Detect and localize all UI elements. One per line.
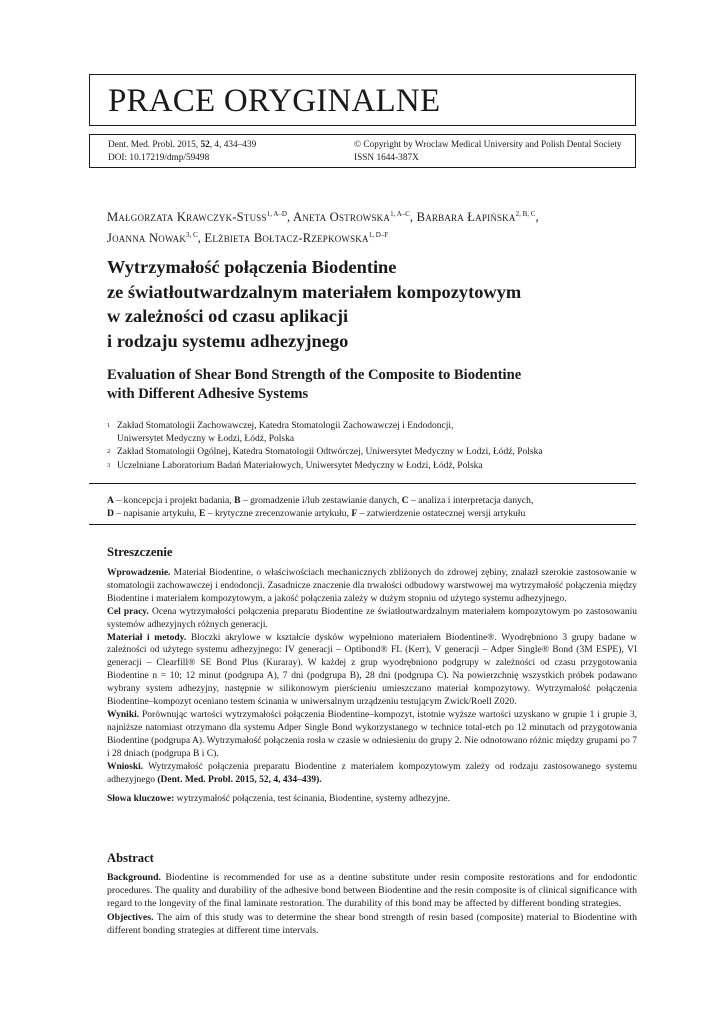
section-title: PRACE ORYGINALNE — [108, 83, 441, 119]
affiliation-item: 3 Uczelniane Laboratorium Badań Materiałowych, Uniwersytet Medyczny w Łodzi, Łódź, Polska — [107, 460, 483, 471]
paragraph-intro: Wprowadzenie. Materiał Biodentine, o właściwościach mechanicznych zbliżonych do zdrowej zębiny, znalazł szerokie zastosowanie w stomatologii zachowawczej i endodoncji. Zasadnicze znaczenie dla trwałości odbudowy warstwowej ma wytrzymałość połączenia między Biodentine i materiałem kompozytowym, a jakość połączenia zależy w dużym stopniu od użytego systemu adhezyjnego. — [107, 568, 637, 604]
divider — [89, 524, 636, 525]
abstract-heading: Abstract — [107, 851, 154, 865]
divider — [89, 483, 636, 484]
affiliations — [107, 420, 637, 473]
author-name: Małgorzata Krawczyk-Stuss — [107, 210, 267, 224]
copyright: © Copyright by Wroclaw Medical University and Polish Dental Society — [354, 140, 622, 150]
title-english: Evaluation of Shear Bond Strength of the Composite to Biodentine with Different Adhesive Systems — [107, 367, 522, 402]
author-contributions: A – koncepcja i projekt badania, B – gromadzenie i/lub zestawianie danych, C – analiza i interpretacja danych, D – napisanie artykułu, E – krytyczne zrecenzowanie artykułu, F – zatwierdzenie ostatecznej wersji artykułu — [107, 495, 534, 519]
copyright-block — [354, 139, 622, 164]
paragraph-conclusions: Wnioski. Wytrzymałość połączenia preparatu Biodentine z materiałem kompozytowym zależy od rodzaju zastosowanego systemu adhezyjnego (Dent. Med. Probl. 2015, 52, 4, 434–439). — [107, 761, 637, 785]
author-name: Elżbieta Bołtacz-Rzepkowska — [204, 231, 369, 245]
journal-meta-box — [89, 134, 636, 168]
author-name: Aneta Ostrowska — [292, 210, 391, 224]
title-polish: Wytrzymałość połączenia Biodentine ze światłoutwardzalnym materiałem kompozytowym w zależności od czasu aplikacji i rodzaju systemu adhezyjnego — [107, 257, 522, 351]
abstract-body — [107, 871, 637, 937]
journal-citation: Dent. Med. Probl. 2015, 52, 4, 434–439 — [108, 140, 257, 150]
paragraph-aim: Cel pracy. Ocena wytrzymałości połączenia preparatu Biodentine ze światłoutwardzalnym materiałem kompozytowym po zastosowaniu systemów adhezyjnych różnych generacji. — [107, 606, 637, 630]
paragraph-objectives: Objectives. The aim of this study was to determine the shear bond strength of resin based (composite) material to Biodentine with different bonding strategies at different time intervals. — [107, 911, 637, 936]
paragraph-methods: Materiał i metody. Bloczki akrylowe w kształcie dysków wypełniono materiałem Biodentine®. Wyodrębniono 3 grupy badane w zależności od użytego systemu adhezyjnego: IV generacji – Optibond® FL (Kerr), V generacji – Adper Single® Bond (3M ESPE), VI generacji – Clearfill® SE Bond Plus (Kuraray). W każdej z grup wyodrębniono podgrupy w zależności od czasu przygotowania Biodentine n = 10; 12 minut (podgrupa A), 7 dni (podgrupa B), 28 dni (podgrupa C). Na powierzchnię wszystkich próbek podawano wybrany system adhezyjny, następnie w silikonowym pierścieniu umieszczano materiał kompozytowy. Wytrzymałość połączenia Biodentine–kompozyt oceniano testem ścinania w uniwersalnym urządzeniu testującym Zwick/Roell Z020. — [107, 632, 637, 708]
author-name: Barbara Łapińska — [416, 210, 516, 224]
keywords: Słowa kluczowe: wytrzymałość połączenia, test ścinania, Biodentine, systemy adhezyjne. — [107, 794, 450, 805]
author-name: Joanna Nowak — [107, 231, 187, 245]
doi: DOI: 10.17219/dmp/59498 — [108, 152, 210, 163]
affiliation-item: 2 Zakład Stomatologii Ogólnej, Katedra Stomatologii Odtwórczej, Uniwersytet Medyczny w Łodzi, Łódź, Polska — [107, 447, 543, 458]
citation-block — [108, 139, 256, 164]
affiliation-item: 1 Zakład Stomatologii Zachowawczej, Katedra Stomatologii Zachowawczej i Endodoncji, Uniwersytet Medyczny w Łodzi, Łódź, Polska — [107, 421, 454, 445]
section-header-box — [89, 74, 636, 126]
streszczenie-body — [107, 567, 637, 806]
author-list: Małgorzata Krawczyk-Stuss$^{1, A-D}$, Aneta Ostrowska$^{1, A-C}$, Barbara Łapińska$^{2, B, C}$, Joanna Nowak$^{3, C}$, Elżbieta Bołtacz-Rzepkowska$^{1, D-F}$ — [107, 210, 539, 245]
issn: ISSN 1644-387X — [354, 152, 419, 163]
paragraph-results: Wyniki. Porównując wartości wytrzymałości połączenia Biodentine–kompozyt, istotnie wyższe wartości uzyskano w grupie 1 i grupie 3, najniższe natomiast otrzymano dla systemu Adper Single Bond wykorzystanego w technice total-etch po 12 minutach od przygotowania Biodentine (podgrupa A). Wytrzymałość połączenia rosła w czasie w odniesieniu do grupy 2. Nie odnotowano różnic między grupami po 7 i 28 dniach (podgrupa B i C). — [107, 709, 637, 759]
paragraph-background: Background. Biodentine is recommended for use as a dentine substitute under resin composite restorations and for endodontic procedures. The quality and durability of the adhesive bond between Biodentine and the resin composite is of clinical significance with regard to the longevity of the final laminate restoration. The durability of this bond may be affected by different bonding strategies. — [107, 872, 637, 910]
streszczenie-heading: Streszczenie — [107, 545, 173, 559]
